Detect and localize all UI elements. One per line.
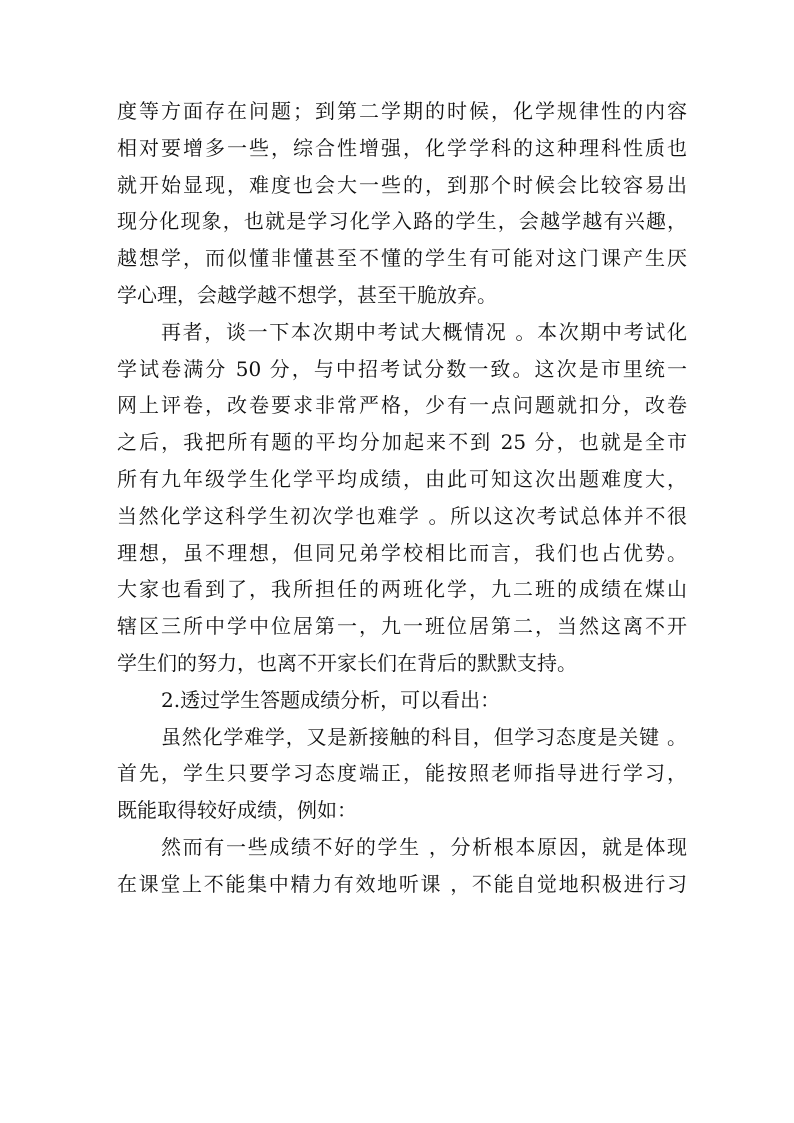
- text-line: 2.透过学生答题成绩分析，可以看出：: [161, 687, 501, 712]
- text-line: 虽然化学难学，又是新接触的科目，但学习态度是关键 。: [161, 724, 687, 749]
- text-line: 既能取得较好成绩，例如：: [117, 798, 357, 823]
- text-line: 之后，我把所有题的平均分加起来不到 25 分，也就是全市: [117, 430, 687, 455]
- text-line: 理想，虽不理想，但同兄弟学校相比而言，我们也占优势。: [117, 540, 687, 565]
- text-line: 首先，学生只要学习态度端正，能按照老师指导进行学习，: [117, 761, 687, 786]
- text-line: 度等方面存在问题；到第二学期的时候，化学规律性的内容: [117, 99, 687, 123]
- text-line: 然而有一些成绩不好的学生 ，分析根本原因，就是体现: [161, 834, 687, 859]
- text-line: 网上评卷，改卷要求非常严格，少有一点问题就扣分，改卷: [117, 393, 687, 418]
- text-line: 越想学，而似懂非懂甚至不懂的学生有可能对这门课产生厌: [117, 246, 687, 271]
- text-line: 学试卷满分 50 分，与中招考试分数一致。这次是市里统一: [117, 356, 687, 381]
- text-line: 就开始显现，难度也会大一些的，到那个时候会比较容易出: [117, 172, 687, 197]
- text-line: 所有九年级学生化学平均成绩，由此可知这次出题难度大，: [117, 466, 687, 491]
- text-line: 当然化学这科学生初次学也难学 。所以这次考试总体并不很: [117, 503, 687, 528]
- text-line: 相对要增多一些，综合性增强，化学学科的这种理科性质也: [117, 135, 687, 160]
- document-body: [117, 93, 687, 903]
- text-line: 学生们的努力，也离不开家长们在背后的默默支持。: [117, 650, 577, 675]
- text-line: 在课堂上不能集中精力有效地听课 ，不能自觉地积极进行习: [117, 871, 687, 896]
- text-line: 现分化现象，也就是学习化学入路的学生，会越学越有兴趣，: [117, 209, 687, 234]
- text-line: 学心理，会越学越不想学，甚至干脆放弃。: [117, 282, 497, 307]
- text-line: 辖区三所中学中位居第一，九一班位居第二，当然这离不开: [117, 614, 687, 639]
- text-line: 大家也看到了，我所担任的两班化学，九二班的成绩在煤山: [117, 577, 687, 602]
- text-line: 再者，谈一下本次期中考试大概情况 。本次期中考试化: [161, 319, 687, 344]
